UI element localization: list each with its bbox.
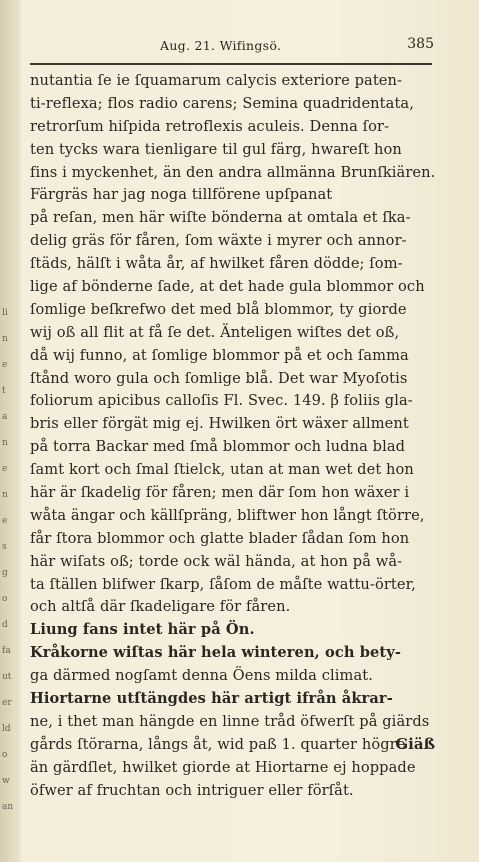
text-line: än gärdſlet, hwilket giorde at Hiortarne ej hoppade <box>30 758 416 776</box>
gutter-fragment: e <box>2 464 8 474</box>
text-line: retrorſum hiſpida retroflexis aculeis. Denna ſor- <box>30 117 390 135</box>
text-line: wij oß all flit at få ſe det. Änteligen wiſtes det oß, <box>30 323 400 341</box>
text-line: ſamt kort och ſmal ſtielck, utan at man wet det hon <box>30 461 414 479</box>
text-line: ſomlige beſkrefwo det med blå blommor, ty giorde <box>30 300 407 318</box>
text-line: ga därmed nogſamt denna Öens milda climat. <box>30 667 373 685</box>
text-line: på torra Backar med ſmå blommor och ludna blad <box>30 438 406 456</box>
text-line: ſtånd woro gula och ſomlige blå. Det war Myoſotis <box>30 369 408 387</box>
gutter-fragment: li <box>2 308 8 318</box>
text-line: här är ſkadelig för fåren; men där ſom hon wäxer i <box>30 484 410 502</box>
text-line: nutantia ſe ie ſquamarum calycis exteriore paten- <box>30 72 403 89</box>
gutter-fragment: a <box>2 412 8 422</box>
gutter-fragment: w <box>2 776 10 786</box>
text-line: ſtäds, hälſt i wåta år, af hwilket fåren dödde; ſom- <box>30 255 403 273</box>
text-line: wåta ängar och källſpräng, bliftwer hon långt ſtörre, <box>30 506 425 524</box>
text-line: gårds ſtörarna, långs åt, wid paß 1. quarter högre <box>30 735 406 753</box>
gutter-fragment: n <box>2 438 8 448</box>
text-line: Hiortarne utſtängdes här artigt ifrån åkrar- <box>30 690 393 708</box>
text-line: Färgräs har jag noga tillförene upſpanat <box>30 186 333 204</box>
gutter-fragment: n <box>2 334 8 344</box>
gutter-fragment: an <box>2 802 14 812</box>
gutter-fragment: t <box>2 386 6 396</box>
adjacent-page-fragments <box>2 300 16 820</box>
text-line: då wij funno, at ſomlige blommor på et och ſamma <box>30 346 409 364</box>
text-line: här wiſats oß; torde ock wäl hända, at hon på wå- <box>30 552 403 570</box>
text-line: fins i myckenhet, än den andra allmänna Brunſkiären. <box>30 163 435 181</box>
body-text <box>30 70 435 803</box>
text-line: Kråkorne wiſtas här hela winteren, och bety- <box>30 644 401 662</box>
gutter-fragment: s <box>2 542 7 552</box>
text-line: lige af bönderne ſade, at det hade gula blommor och <box>30 278 425 296</box>
running-head: Aug. 21. Wifingsö. <box>160 38 282 53</box>
text-line: får ſtora blommor och glatte blader ſådan ſom hon <box>30 529 410 547</box>
text-line: delig gräs för fåren, ſom wäxte i myrer och annor- <box>30 232 407 250</box>
text-line: ten tycks wara tienligare til gul färg, hwareſt hon <box>30 140 402 158</box>
text-line: och altſå där ſkadeligare för fåren. <box>30 598 291 616</box>
text-line: foliorum apicibus calloſis Fl. Svec. 149. β foliis gla- <box>30 392 413 410</box>
text-line: ta ſtällen blifwer ſkarp, ſåſom de måſte wattu-örter, <box>30 575 416 593</box>
catchword: Giäß <box>395 735 435 753</box>
text-line: på reſan, men här wiſte bönderna at omtala et ſka- <box>30 209 411 227</box>
text-line: Liung fans intet här på Ön. <box>30 621 255 639</box>
page-number: 385 <box>407 36 434 52</box>
gutter-fragment: o <box>2 594 8 604</box>
gutter-fragment: n <box>2 490 8 500</box>
text-line: ne, i thet man hängde en linne tråd öfwerſt på giärds <box>30 712 430 730</box>
gutter-fragment: er <box>2 698 12 708</box>
gutter-fragment: fa <box>2 646 11 656</box>
header-rule <box>30 63 432 65</box>
page-header <box>30 38 434 58</box>
gutter-fragment: d <box>2 620 8 630</box>
gutter-fragment: ld <box>2 724 11 734</box>
gutter-fragment: e <box>2 516 8 526</box>
gutter-fragment: g <box>2 568 8 578</box>
gutter-fragment: e <box>2 360 8 370</box>
gutter-fragment: o <box>2 750 8 760</box>
text-line: öfwer af fruchtan och intriguer eller förſåt. <box>30 781 354 799</box>
text-line: ti-reflexa; flos radio carens; Semina quadridentata, <box>30 94 414 112</box>
gutter-fragment: ut <box>2 672 12 682</box>
text-line: bris eller förgät mig ej. Hwilken ört wäxer allment <box>30 415 409 433</box>
